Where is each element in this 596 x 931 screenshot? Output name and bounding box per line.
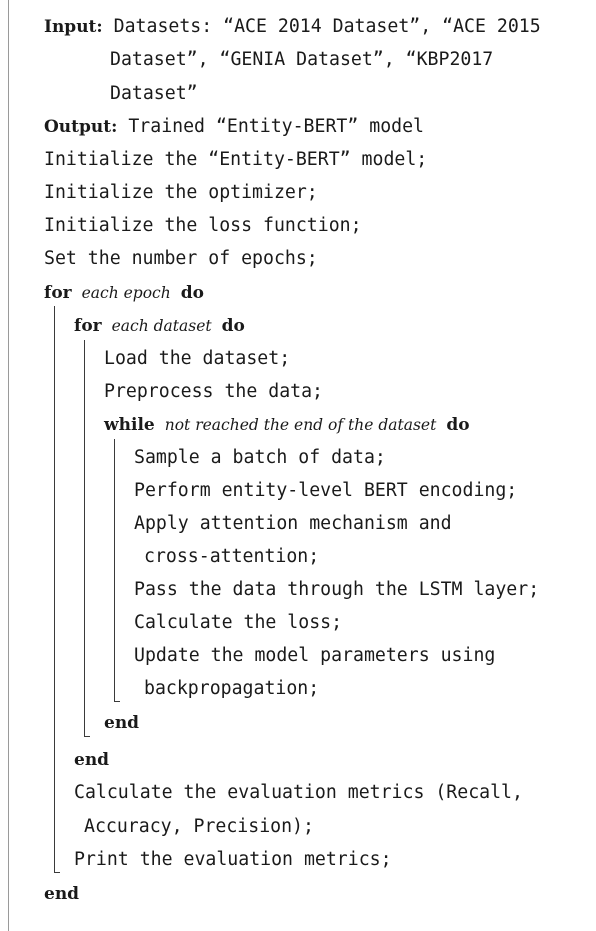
kw-for: for	[44, 283, 72, 303]
kw-while: while	[104, 415, 155, 435]
while-loop-bar	[114, 439, 115, 702]
statement-init-loss: Initialize the loss function;	[44, 215, 362, 236]
outer-loop-condition: each epoch	[81, 284, 171, 302]
statement-init-optimizer: Initialize the optimizer;	[44, 182, 318, 203]
input-line	[44, 15, 541, 39]
statement-lstm: Pass the data through the LSTM layer;	[134, 579, 540, 600]
statement-update-2: backpropagation;	[144, 678, 320, 699]
input-text-1: Datasets: “ACE 2014 Dataset”, “ACE 2015	[113, 16, 541, 37]
kw-do: do	[446, 415, 470, 435]
kw-end: end	[74, 750, 110, 770]
outer-for-header	[44, 281, 204, 305]
statement-preprocess: Preprocess the data;	[104, 381, 323, 402]
statement-load-dataset: Load the dataset;	[104, 348, 291, 369]
while-header	[104, 413, 470, 437]
statement-set-epochs: Set the number of epochs;	[44, 248, 318, 269]
statement-sample-batch: Sample a batch of data;	[134, 447, 386, 468]
inner-for-end	[74, 748, 109, 772]
inner-loop-condition: each dataset	[111, 317, 212, 335]
input-text-2: Dataset”, “GENIA Dataset”, “KBP2017	[110, 49, 494, 70]
statement-update-1: Update the model parameters using	[134, 645, 496, 666]
inner-loop-bar-tick	[84, 736, 90, 737]
statement-metrics-2: Accuracy, Precision);	[84, 816, 314, 837]
kw-for: for	[74, 316, 102, 336]
kw-do: do	[180, 283, 204, 303]
statement-init-model: Initialize the “Entity-BERT” model;	[44, 149, 428, 170]
statement-bert-encoding: Perform entity-level BERT encoding;	[134, 480, 518, 501]
while-condition: not reached the end of the dataset	[164, 416, 437, 434]
inner-for-header	[74, 314, 245, 338]
input-label: Input:	[44, 17, 103, 37]
kw-do: do	[221, 316, 245, 336]
outer-for-end	[44, 882, 79, 906]
output-label: Output:	[44, 117, 118, 137]
while-loop-bar-tick	[114, 701, 120, 702]
statement-print-metrics: Print the evaluation metrics;	[74, 849, 392, 870]
output-line	[44, 115, 424, 139]
statement-attention-1: Apply attention mechanism and	[134, 513, 452, 534]
output-text: Trained “Entity-BERT” model	[128, 116, 425, 137]
statement-attention-2: cross-attention;	[144, 546, 320, 567]
outer-loop-bar	[54, 306, 55, 873]
inner-loop-bar	[84, 340, 85, 737]
statement-metrics-1: Calculate the evaluation metrics (Recall,	[74, 782, 523, 803]
kw-end: end	[44, 884, 80, 904]
while-end	[104, 711, 139, 735]
outer-loop-bar-tick	[54, 872, 60, 873]
statement-calc-loss: Calculate the loss;	[134, 612, 343, 633]
input-text-3: Dataset”	[110, 83, 198, 104]
kw-end: end	[104, 713, 140, 733]
